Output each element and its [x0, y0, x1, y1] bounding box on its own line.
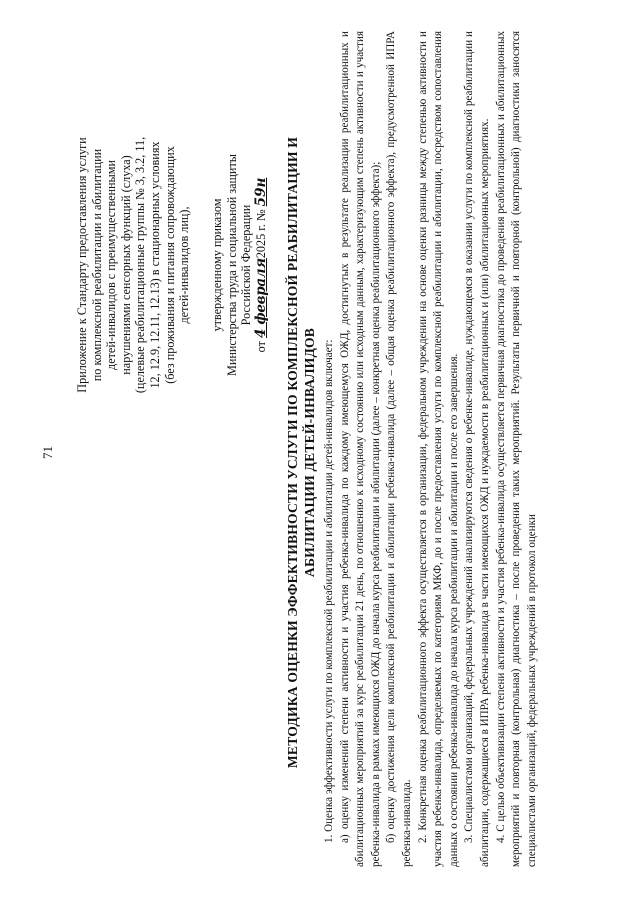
appendix-line: Приложение к Стандарту предоставления услуги [75, 137, 89, 393]
order-number: 59н [252, 177, 269, 207]
order-prefix: от [253, 341, 268, 353]
title-line-1: МЕТОДИКА ОЦЕНКИ ЭФФЕКТИВНОСТИ УСЛУГИ ПО КОМПЛЕКСНОЙ РЕАБИЛИТАЦИИ И [285, 136, 300, 769]
appendix-line: по комплексной реабилитации и абилитации [89, 148, 104, 382]
appendix-line: (без проживания и питания сопровождающих [162, 146, 177, 384]
paragraph-3: 3. Специалистами организаций, федеральных учреждений анализируются сведения о ребенке-инвалиде, нуждающемся в оказании услуги по комплексной реабилитации и абилитации, содержащиеся в ИПРА ребенка-инвалида в части имеющихся ОЖД и нуждаемости в реабилитационных и (или) абилитационных мероприятиях. [463, 31, 491, 867]
paragraph-2: 2. Конкретная оценка реабилитационного эффекта осуществляется в организации, федеральном учреждении на основе оценки разницы между степенью активности и участия ребенка-инвалида, определяемых по категориям МКФ, до и после предоставления услуги по комплексной реабилитации и абилитации, посредством сопоставления данных о состоянии ребенка-инвалида до начала курса реабилитации и абилитации и после его завершения. [416, 31, 460, 867]
paragraph-1a: а) оценку изменений степени активности и участия ребенка-инвалида по каждому имеющемуся ОЖД, достигнутых в результате реализации реабилитационных и абилитационных мероприятий за курс реабилитации 21 день, по отношению к исходному состоянию или исходным данным, характеризующим степень активности и участия ребенка-инвалида в рамках имеющихся ОЖД до начала курса реабилитации и абилитации (далее – конкретная оценка реабилитационного эффекта); [338, 31, 382, 867]
order-reference [254, 45, 269, 485]
order-date: 4 февраля [252, 258, 269, 338]
approval-line: Российской Федерации [239, 204, 254, 326]
appendix-line: детей-инвалидов с преимущественными [104, 160, 119, 370]
appendix-line: (целевые реабилитационные группы № 3, 3.2, 11, [133, 136, 148, 394]
title-line-2: АБИЛИТАЦИИ ДЕТЕЙ-ИНВАЛИДОВ [302, 327, 317, 578]
document-title [284, 40, 318, 865]
approval-line: утвержденному приказом [210, 198, 224, 332]
appendix-header [75, 45, 192, 485]
appendix-line: 12, 12.9, 12.11, 12.13) в стационарных условиях [147, 141, 162, 389]
document-body [322, 31, 540, 867]
paragraph-1b: б) оценку достижения цели комплексной реабилитации и абилитации ребенка-инвалида (далее – общая оценка реабилитационного эффекта), предусмотренной ИПРА ребенка-инвалида. [385, 31, 413, 867]
appendix-line: нарушениями сенсорных функций (слуха) [118, 155, 133, 375]
order-year: 2025 г. № [253, 209, 268, 259]
paragraph-4: 4. С целью объективизации степени активности и участия ребенка-инвалида осуществляется первичная диагностика до проведения реабилитационных и абилитационных мероприятий и повторная (контрольная) диагностика – после проведения таких мероприятий. Результаты первичной и повторной (контрольной) диагностики заносятся специалистами организаций, федеральных учреждений в протокол оценки [494, 31, 538, 867]
approval-block [210, 45, 268, 485]
appendix-line: детей-инвалидов лиц), [177, 206, 192, 324]
page-number: 71 [40, 446, 55, 459]
approval-line: Министерства труда и социальной защиты [224, 154, 239, 376]
paragraph-1: 1. Оценка эффективности услуги по комплексной реабилитации и абилитации детей-инвалидов включает: [323, 339, 335, 843]
